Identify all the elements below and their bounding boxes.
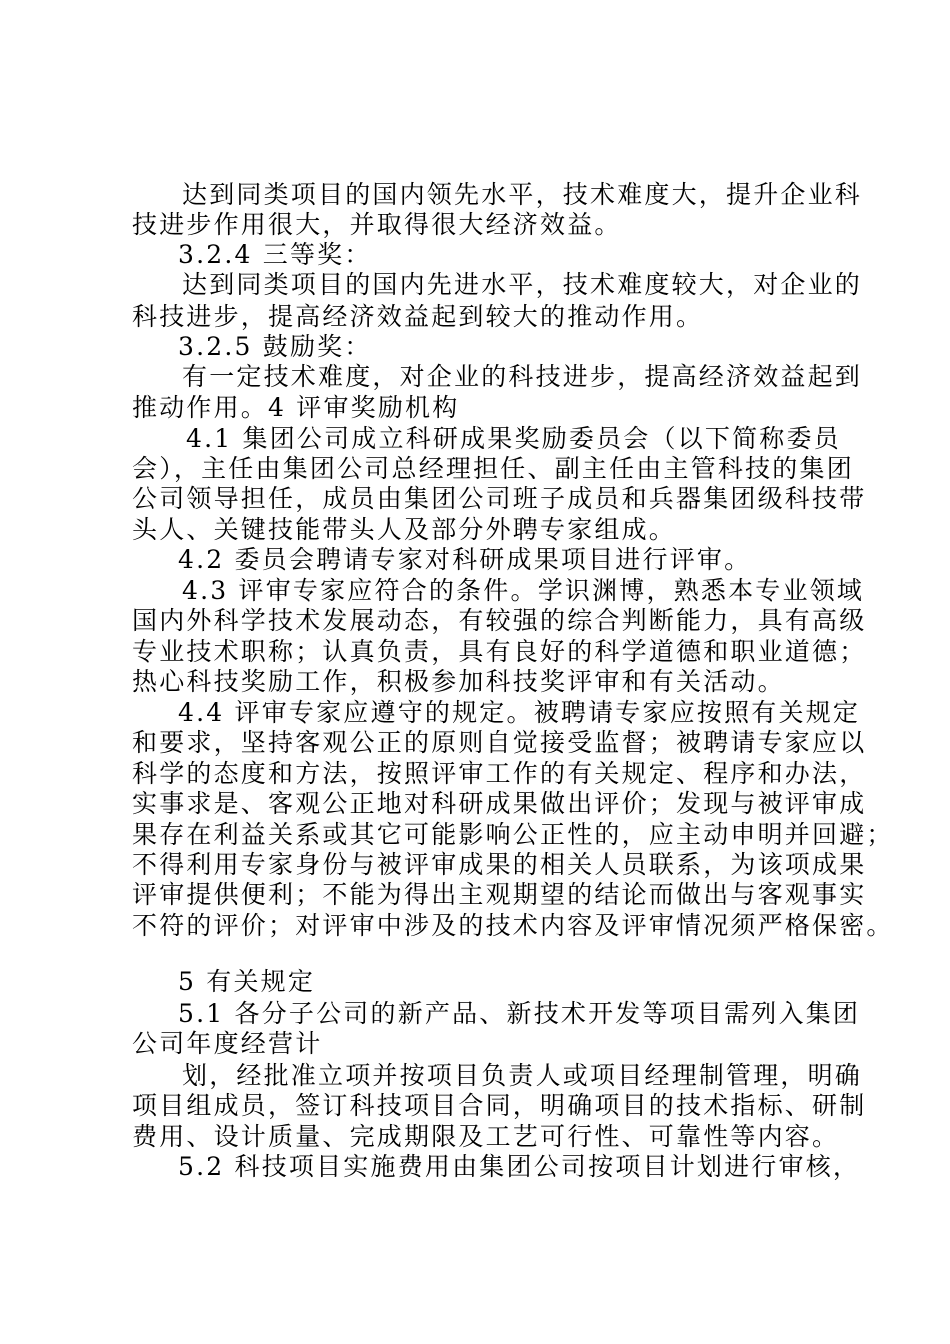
text-line: 4.1 集团公司成立科研成果奖励委员会（以下简称委员 (186, 424, 841, 453)
section-heading: 3.2.4 三等奖： (178, 240, 372, 269)
text-line: 不符的评价；对评审中涉及的技术内容及评审情况须严格保密。 (132, 911, 894, 940)
text-line: 热心科技奖励工作，积极参加科技奖评审和有关活动。 (132, 667, 785, 696)
text-line: 科技进步，提高经济效益起到较大的推动作用。 (132, 302, 704, 331)
text-line: 果存在利益关系或其它可能影响公正性的，应主动申明并回避； (132, 820, 894, 849)
text-line: 推动作用。4 评审奖励机构 (132, 393, 460, 422)
text-line: 5.2 科技项目实施费用由集团公司按项目计划进行审核， (178, 1152, 861, 1181)
text-line: 会），主任由集团公司总经理担任、副主任由主管科技的集团 (132, 454, 854, 483)
text-line: 4.3 评审专家应符合的条件。学识渊博，熟悉本专业领域 (182, 576, 865, 605)
text-line: 有一定技术难度，对企业的科技进步，提高经济效益起到 (182, 362, 863, 391)
text-line: 划，经批准立项并按项目负责人或项目经理制管理，明确 (182, 1061, 863, 1090)
text-line: 技进步作用很大，并取得很大经济效益。 (132, 210, 622, 239)
text-line: 公司年度经营计 (132, 1029, 323, 1058)
text-line: 达到同类项目的国内领先水平，技术难度大，提升企业科 (182, 180, 863, 209)
text-line: 费用、设计质量、完成期限及工艺可行性、可靠性等内容。 (132, 1122, 840, 1151)
text-line: 5.1 各分子公司的新产品、新技术开发等项目需列入集团 (178, 999, 861, 1028)
text-line: 实事求是、客观公正地对科研成果做出评价；发现与被评审成 (132, 789, 867, 818)
text-line: 和要求，坚持客观公正的原则自觉接受监督；被聘请专家应以 (132, 728, 867, 757)
section-heading: 5 有关规定 (178, 967, 316, 996)
text-line: 评审提供便利；不能为得出主观期望的结论而做出与客观事实 (132, 880, 867, 909)
text-line: 4.2 委员会聘请专家对科研成果项目进行评审。 (178, 545, 752, 574)
text-line: 头人、关键技能带头人及部分外聘专家组成。 (132, 515, 677, 544)
text-line: 科学的态度和方法，按照评审工作的有关规定、程序和办法， (132, 759, 867, 788)
section-heading: 3.2.5 鼓励奖： (178, 332, 372, 361)
text-line: 项目组成员，签订科技项目合同，明确项目的技术指标、研制 (132, 1091, 867, 1120)
text-line: 专业技术职称；认真负责，具有良好的科学道德和职业道德； (132, 637, 867, 666)
text-line: 不得利用专家身份与被评审成果的相关人员联系，为该项成果 (132, 850, 867, 879)
text-line: 公司领导担任，成员由集团公司班子成员和兵器集团级科技带 (132, 484, 867, 513)
text-line: 达到同类项目的国内先进水平，技术难度较大，对企业的 (182, 270, 863, 299)
text-line: 国内外科学技术发展动态，有较强的综合判断能力，具有高级 (132, 606, 867, 635)
text-line: 4.4 评审专家应遵守的规定。被聘请专家应按照有关规定 (178, 698, 861, 727)
